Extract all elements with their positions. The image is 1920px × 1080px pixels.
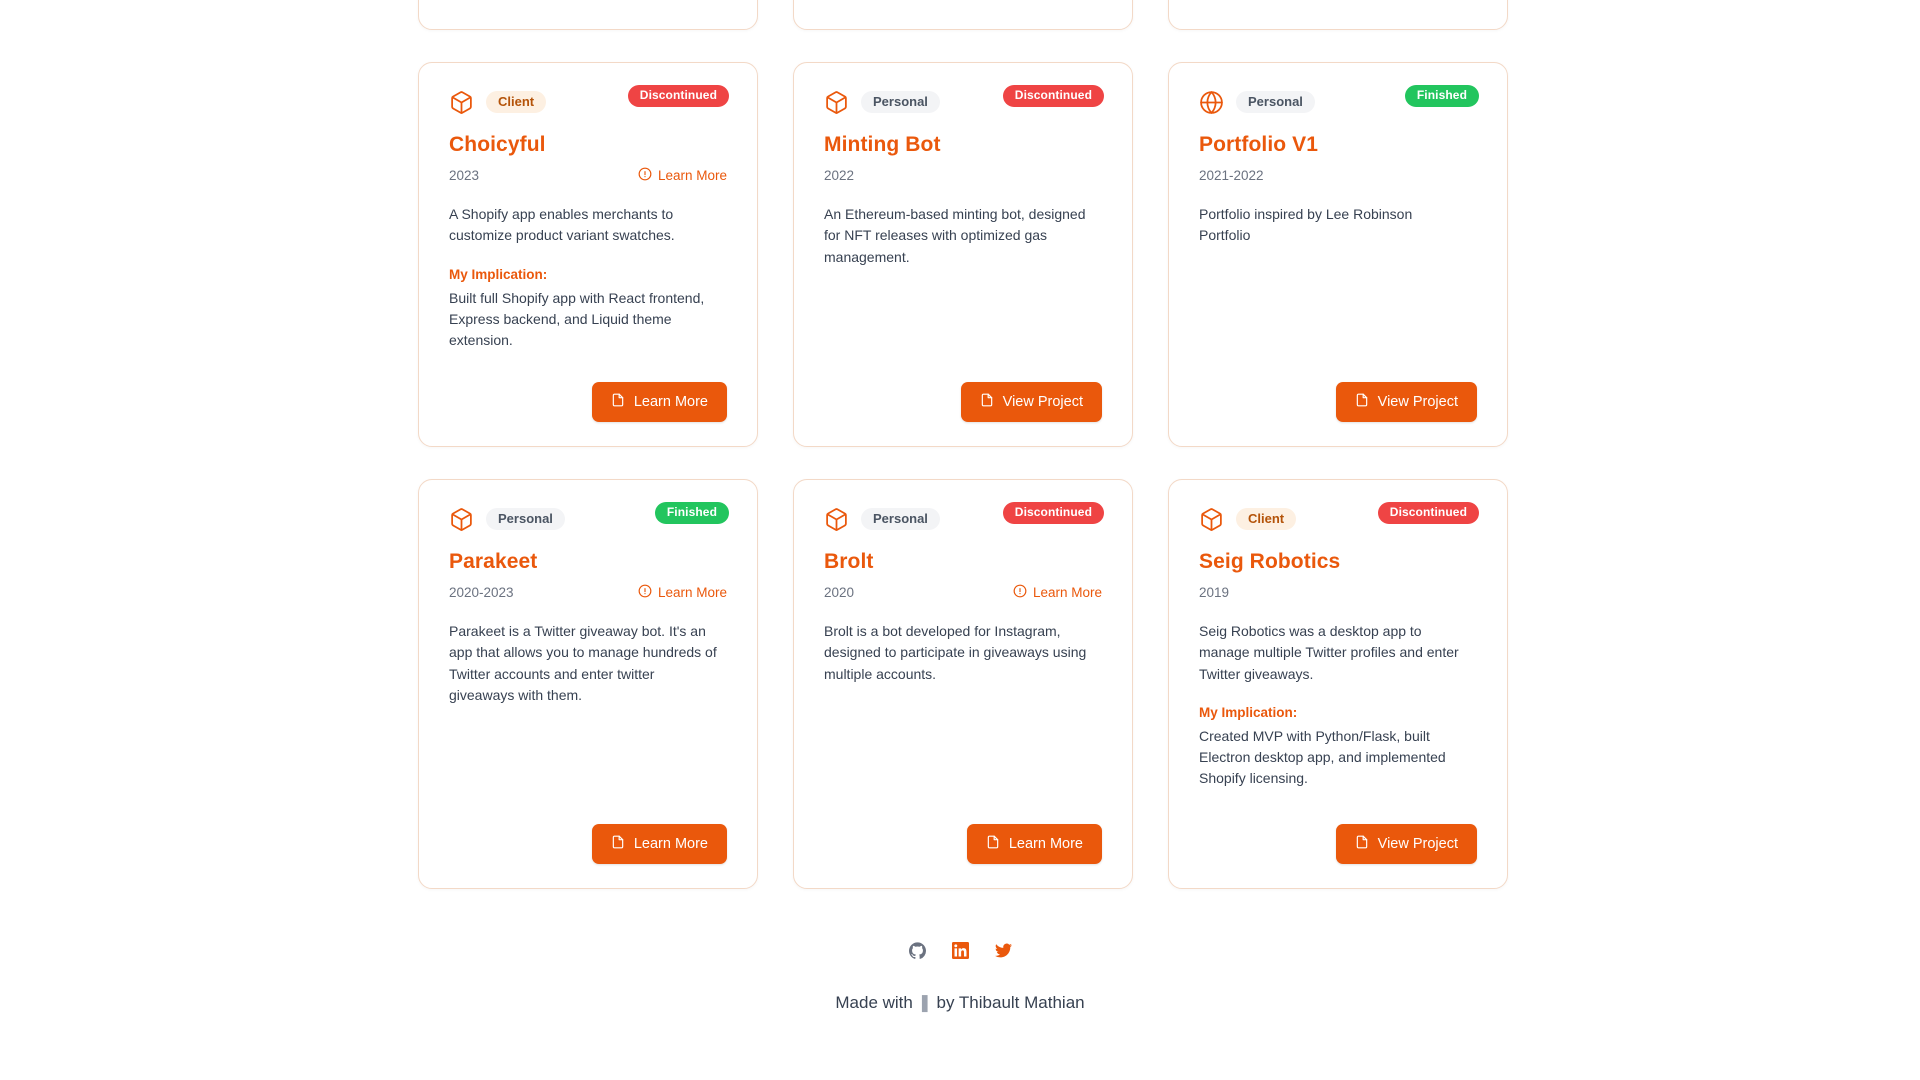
view-project-button[interactable] (1336, 382, 1477, 422)
project-type-chip: Personal (486, 508, 565, 530)
project-description: A Shopify app enables merchants to customize product variant swatches. (449, 206, 675, 244)
project-years: 2021-2022 (1199, 167, 1264, 183)
made-with-text (0, 993, 1920, 1013)
project-card[interactable] (1168, 0, 1508, 30)
learn-more-button[interactable] (592, 824, 727, 864)
cta-label: View Project (1377, 394, 1458, 410)
project-type-chip: Client (486, 91, 546, 113)
project-card-choicyful[interactable] (418, 62, 758, 447)
project-meta-row (824, 583, 1102, 601)
document-icon (611, 393, 625, 411)
project-card[interactable] (793, 0, 1133, 30)
project-description: Portfolio inspired by Lee Robinson Portfolio (1199, 206, 1413, 244)
cta-label: Learn More (1008, 836, 1083, 852)
view-project-button[interactable] (1336, 824, 1477, 864)
project-title: Seig Robotics (1199, 550, 1341, 573)
learn-more-button[interactable] (592, 382, 727, 422)
project-type-chip: Client (1236, 508, 1296, 530)
package-icon (824, 507, 849, 532)
cta-row (1199, 824, 1477, 864)
package-icon (449, 507, 474, 532)
project-title: Minting Bot (824, 133, 941, 156)
status-badge: Discontinued (1378, 502, 1479, 524)
cta-label: Learn More (633, 836, 708, 852)
implication-label: My Implication: (449, 266, 548, 282)
cta-row (449, 824, 727, 864)
project-card-brolt[interactable] (793, 479, 1133, 889)
project-description: Brolt is a bot developed for Instagram, designed to participate in giveaways using multiple accounts. (824, 623, 1087, 682)
info-circle-icon (638, 584, 652, 601)
info-circle-icon (1013, 584, 1027, 601)
project-meta-row (824, 166, 1102, 184)
status-badge: Discontinued (1003, 502, 1104, 524)
project-type-chip: Personal (1236, 91, 1315, 113)
cta-row (824, 824, 1102, 864)
document-icon (611, 835, 625, 853)
project-description: An Ethereum-based minting bot, designed for NFT releases with optimized gas management. (824, 206, 1086, 265)
cta-label: Learn More (633, 394, 708, 410)
cta-row (449, 382, 727, 422)
cta-row (824, 382, 1102, 422)
project-description: Parakeet is a Twitter giveaway bot. It's an app that allows you to manage hundreds of Twitter accounts and enter twitter giveaways with them. (449, 623, 717, 703)
twitter-icon[interactable] (995, 942, 1012, 959)
project-meta-row (1199, 583, 1477, 601)
globe-icon (1199, 90, 1224, 115)
cta-label: View Project (1002, 394, 1083, 410)
project-years: 2020 (824, 584, 855, 600)
inline-link-label: Learn More (657, 167, 727, 183)
cta-label: View Project (1377, 836, 1458, 852)
linkedin-icon[interactable] (952, 942, 969, 959)
project-title: Brolt (824, 550, 874, 573)
page-footer (0, 940, 1920, 1013)
implication-text: Built full Shopify app with React frontend, Express backend, and Liquid theme extension. (449, 289, 705, 349)
project-type-chip: Personal (861, 508, 940, 530)
document-icon (1355, 393, 1369, 411)
project-title: Choicyful (449, 133, 546, 156)
package-icon (1199, 507, 1224, 532)
inline-link-label: Learn More (1032, 584, 1102, 600)
project-years: 2023 (449, 167, 480, 183)
inline-learn-more-link[interactable] (1013, 584, 1102, 601)
cta-row (1199, 382, 1477, 422)
project-type-chip: Personal (861, 91, 940, 113)
document-icon (986, 835, 1000, 853)
inline-learn-more-link[interactable] (638, 167, 727, 184)
package-icon (824, 90, 849, 115)
implication-label: My Implication: (1199, 704, 1298, 720)
document-icon (980, 393, 994, 411)
project-meta-row (449, 166, 727, 184)
project-card-seig-robotics[interactable] (1168, 479, 1508, 889)
social-links (0, 940, 1920, 960)
project-description: Seig Robotics was a desktop app to manage multiple Twitter profiles and enter Twitter giveaways. (1199, 623, 1459, 682)
status-badge: Finished (655, 502, 729, 524)
project-card-minting-bot[interactable] (793, 62, 1133, 447)
project-meta-row (1199, 166, 1477, 184)
project-years: 2019 (1199, 584, 1230, 600)
heart-icon: ❚ (917, 993, 932, 1012)
project-years: 2022 (824, 167, 855, 183)
info-circle-icon (638, 167, 652, 184)
project-card-portfolio-v1[interactable] (1168, 62, 1508, 447)
package-icon (449, 90, 474, 115)
project-years: 2020-2023 (449, 584, 514, 600)
github-icon[interactable] (909, 942, 926, 959)
made-with-prefix: Made with (835, 993, 918, 1012)
made-with-suffix: by Thibault Mathian (931, 993, 1085, 1012)
project-card-parakeet[interactable] (418, 479, 758, 889)
inline-link-label: Learn More (657, 584, 727, 600)
status-badge: Discontinued (1003, 85, 1104, 107)
implication-text: Created MVP with Python/Flask, built Electron desktop app, and implemented Shopify licensing. (1199, 727, 1446, 787)
project-card[interactable] (418, 0, 758, 30)
projects-grid (418, 0, 1508, 889)
status-badge: Finished (1405, 85, 1479, 107)
document-icon (1355, 835, 1369, 853)
view-project-button[interactable] (961, 382, 1102, 422)
learn-more-button[interactable] (967, 824, 1102, 864)
project-meta-row (449, 583, 727, 601)
project-title: Parakeet (449, 550, 538, 573)
project-title: Portfolio V1 (1199, 133, 1319, 156)
inline-learn-more-link[interactable] (638, 584, 727, 601)
status-badge: Discontinued (628, 85, 729, 107)
